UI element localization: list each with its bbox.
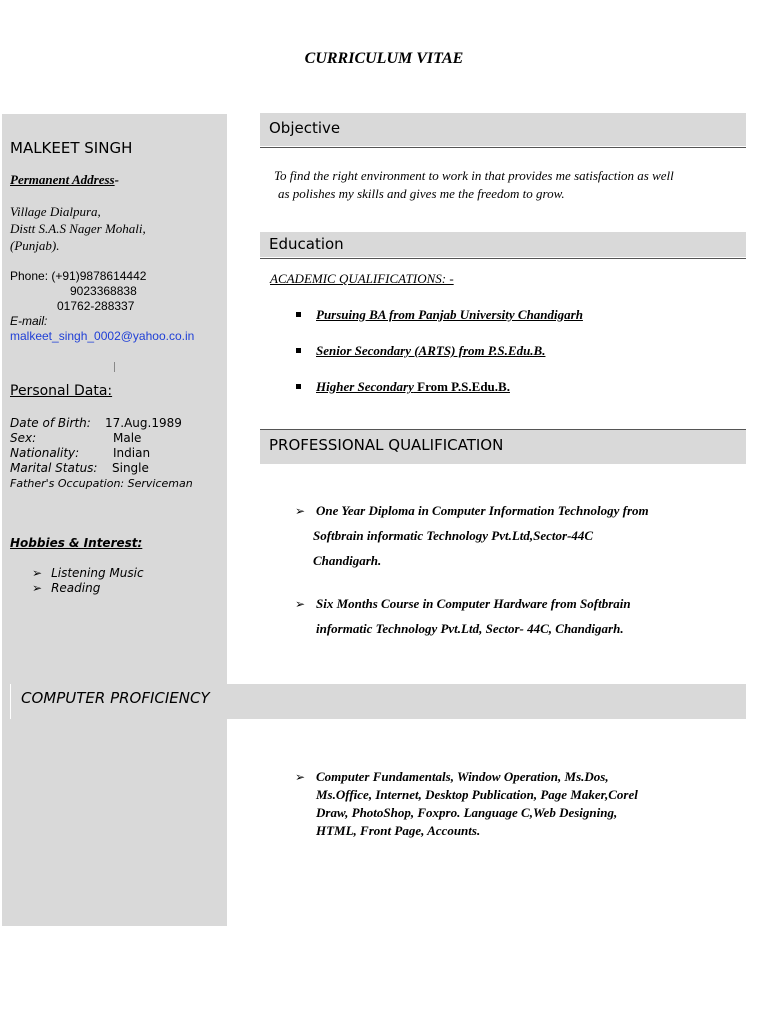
phone-block: [10, 269, 194, 344]
phone-line-2: 9023368838: [70, 284, 137, 298]
father-occupation: Father's Occupation: Serviceman: [10, 477, 193, 490]
divider: [10, 684, 11, 719]
computer-skill-line: HTML, Front Page, Accounts.: [316, 823, 481, 838]
personal-label: Date of Birth:: [10, 416, 91, 430]
professional-line: Softbrain informatic Technology Pvt.Ltd,Sector-44C: [313, 528, 594, 543]
academic-qualifications-heading: ACADEMIC QUALIFICATIONS: -: [270, 271, 454, 286]
personal-value: Indian: [113, 446, 151, 460]
phone-line: Phone: (+91)9878614442: [10, 269, 147, 283]
hobbies-list: [32, 566, 144, 596]
personal-value: Single: [112, 461, 149, 475]
personal-value: Male: [113, 431, 142, 445]
divider: [260, 147, 746, 148]
personal-label: Nationality:: [10, 446, 80, 460]
document-title: CURRICULUM VITAE: [304, 50, 464, 67]
computer-skill-line: Draw, PhotoShop, Foxpro. Language C,Web Designing,: [316, 805, 618, 820]
objective-section-header: [260, 113, 746, 146]
personal-data-list: [10, 416, 193, 491]
address-block: [10, 203, 146, 254]
professional-item-1: [313, 498, 649, 573]
professional-heading: PROFESSIONAL QUALIFICATION: [269, 436, 504, 454]
education-item-rest: From P.S.Edu.B.: [413, 379, 510, 394]
address-line: Village Dialpura,: [10, 204, 101, 219]
divider: [260, 258, 746, 259]
education-item: Pursuing BA from Panjab University Chandigarh: [316, 307, 583, 322]
education-heading: Education: [269, 235, 344, 253]
professional-line: informatic Technology Pvt.Ltd, Sector- 44C, Chandigarh.: [316, 621, 624, 636]
computer-skills-text: [316, 768, 638, 840]
personal-row: [10, 431, 193, 446]
square-bullet-icon: [296, 312, 301, 317]
computer-proficiency-heading: COMPUTER PROFICIENCY: [21, 689, 210, 707]
square-bullet-icon: [296, 348, 301, 353]
personal-row: [10, 416, 193, 431]
professional-line: One Year Diploma in Computer Information Technology from: [316, 503, 649, 518]
objective-line: To find the right environment to work in that provides me satisfaction as well: [274, 168, 674, 183]
computer-proficiency-section-header: [10, 684, 746, 719]
objective-line: as polishes my skills and gives me the freedom to grow.: [278, 186, 565, 201]
personal-value: 17.Aug.1989: [105, 416, 182, 430]
computer-skill-line: Computer Fundamentals, Window Operation, Ms.Dos,: [316, 769, 609, 784]
personal-label: Marital Status:: [10, 461, 98, 475]
email-link[interactable]: malkeet_singh_0002@yahoo.co.in: [10, 329, 195, 343]
computer-skill-line: Ms.Office, Internet, Desktop Publication, Page Maker,Corel: [316, 787, 638, 802]
personal-row: [10, 446, 193, 461]
phone-line-3: 01762-288337: [57, 299, 135, 313]
personal-data-heading: Personal Data:: [10, 383, 113, 399]
education-item: Senior Secondary (ARTS) from P.S.Edu.B.: [316, 343, 546, 358]
hobby-item: [32, 581, 144, 596]
square-bullet-icon: [296, 384, 301, 389]
hobby-label: Listening Music: [51, 566, 144, 580]
professional-line: Chandigarh.: [313, 553, 382, 568]
professional-item-2: [316, 591, 631, 641]
education-item: [316, 379, 510, 395]
hobby-item: [32, 566, 144, 581]
hobbies-heading: Hobbies & Interest:: [10, 536, 143, 550]
personal-row: [10, 461, 193, 476]
small-divider-mark: [114, 362, 115, 372]
address-dash: -: [114, 172, 119, 187]
arrow-bullet-icon: ➢: [32, 566, 43, 580]
arrow-bullet-icon: ➢: [295, 770, 306, 784]
address-line: (Punjab).: [10, 238, 60, 253]
personal-label: Sex:: [10, 431, 37, 445]
objective-heading: Objective: [269, 119, 341, 137]
education-item-italic: Higher Secondary: [316, 379, 414, 394]
education-section-header: [260, 232, 746, 257]
permanent-address-heading: [10, 172, 119, 188]
arrow-bullet-icon: ➢: [32, 581, 43, 595]
permanent-address-label: Permanent Address: [10, 172, 115, 187]
professional-section-header: [260, 430, 746, 464]
arrow-bullet-icon: ➢: [295, 597, 306, 611]
arrow-bullet-icon: ➢: [295, 504, 306, 518]
address-line: Distt S.A.S Nager Mohali,: [10, 221, 146, 236]
candidate-name: MALKEET SINGH: [10, 139, 133, 157]
email-label: E-mail:: [10, 314, 48, 328]
professional-line: Six Months Course in Computer Hardware from Softbrain: [316, 596, 631, 611]
hobby-label: Reading: [51, 581, 101, 595]
objective-text: [274, 167, 674, 203]
